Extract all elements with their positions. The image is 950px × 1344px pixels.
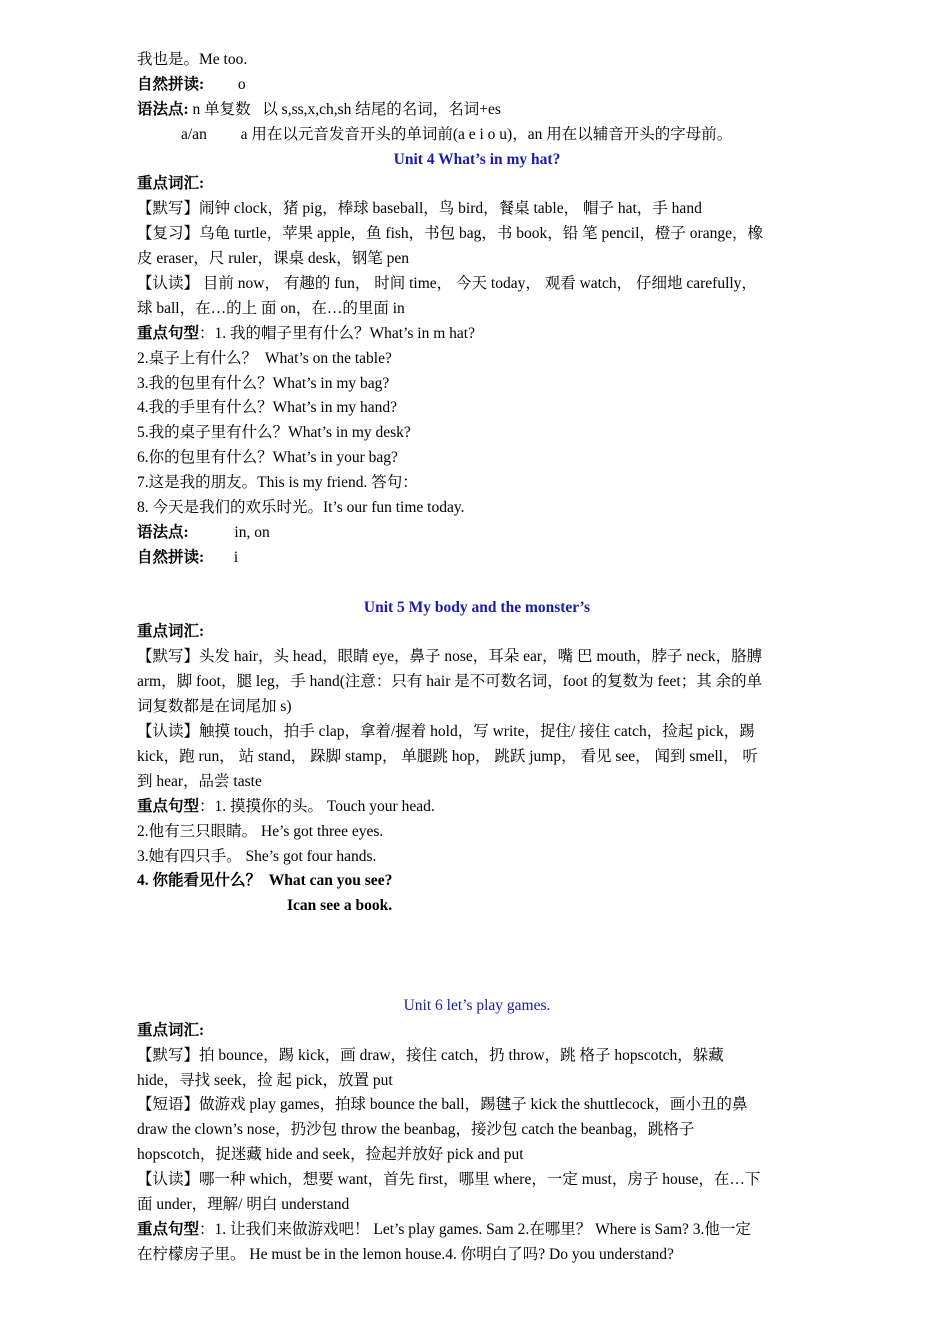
unit5-vocab-line: arm，脚 foot，腿 leg，手 hand(注意：只有 hair 是不可数名词，foot 的复数为 feet；其 余的单	[137, 673, 763, 691]
unit6-vocab-line: hopscotch，捉迷藏 hide and seek，捡起并放好 pick and put	[137, 1146, 524, 1164]
unit5-vocab-line: 【认读】触摸 touch，拍手 clap，拿着/握着 hold，写 write，捉住/ 接住 catch，捡起 pick，踢	[137, 723, 755, 741]
aan-row	[137, 123, 817, 148]
unit4-vocab-line: 球 ball，在…的上 面 on，在…的里面 in	[137, 299, 405, 317]
unit4-sentence: 7.这是我的朋友。This is my friend. 答句：	[137, 474, 418, 492]
unit4-sentence: 8. 今天是我们的欢乐时光。It’s our fun time today.	[137, 499, 465, 517]
unit5-sentence: 3.她有四只手。 She’s got four hands.	[137, 847, 377, 865]
unit4-phonics-label: 自然拼读:	[137, 548, 205, 566]
unit5-vocab-line: 词复数都是在词尾加 s)	[137, 698, 292, 716]
unit6-sentences-row	[137, 1218, 817, 1243]
unit4-sentence: ：1. 我的帽子里有什么？What’s in m hat?	[199, 324, 475, 342]
phonics-label: 自然拼读:	[137, 75, 205, 93]
unit5-sentences-label: 重点句型	[137, 797, 200, 815]
unit4-sentences-row	[137, 322, 817, 347]
unit6-sentence: ：1. 让我们来做游戏吧！ Let’s play games. Sam 2.在哪里？ Where is Sam? 3.他一定	[199, 1220, 751, 1238]
unit6-vocab-label: 重点词汇:	[137, 1021, 205, 1039]
unit4-grammar-value: in, on	[234, 523, 270, 541]
unit6-vocab-line: draw the clown’s nose，扔沙包 throw the beanbag，接沙包 catch the beanbag，跳格子	[137, 1121, 695, 1139]
unit6-sentences-label: 重点句型	[137, 1220, 200, 1238]
document-page	[137, 48, 817, 1268]
unit4-phonics-value: i	[233, 548, 239, 566]
grammar-label: 语法点:	[137, 100, 189, 118]
unit5-vocab-line: kick，跑 run， 站 stand， 跺脚 stamp， 单腿跳 hop， 跳跃 jump， 看见 see， 闻到 smell， 听	[137, 747, 758, 765]
unit6-title: Unit 6 let’s play games.	[403, 996, 551, 1014]
text-line: 我也是。Me too.	[137, 51, 248, 68]
grammar-row	[137, 98, 817, 123]
unit5-sentence: 2.他有三只眼睛。 He’s got three eyes.	[137, 822, 384, 840]
unit4-vocab-line: 皮 eraser，尺 ruler，课桌 desk，钢笔 pen	[137, 250, 410, 268]
phonics-row	[137, 73, 817, 98]
unit5-title: Unit 5 My body and the monster’s	[363, 598, 591, 616]
unit4-vocab-line: 【认读】 目前 now， 有趣的 fun， 时间 time， 今天 today， 观看 watch， 仔细地 carefully，	[137, 275, 757, 293]
unit5-vocab-line: 【默写】头发 hair，头 head，眼睛 eye，鼻子 nose，耳朵 ear，嘴 巴 mouth，脖子 neck，胳膊	[137, 648, 763, 666]
unit6-vocab-line: 【默写】拍 bounce，踢 kick，画 draw，接住 catch，扔 throw，跳 格子 hopscotch，躲藏	[137, 1046, 724, 1064]
unit4-phonics-row	[137, 546, 817, 571]
unit4-sentence: 3.我的包里有什么？What’s in my bag?	[137, 374, 390, 392]
unit5-sentence: ：1. 摸摸你的头。 Touch your head.	[199, 797, 435, 815]
unit4-title: Unit 4 What’s in my hat?	[393, 150, 561, 168]
phonics-value: o	[237, 75, 246, 93]
unit4-vocab-line: 【默写】闹钟 clock，猪 pig，棒球 baseball，鸟 bird，餐桌 table， 帽子 hat，手 hand	[137, 200, 702, 218]
unit5-vocab-label: 重点词汇:	[137, 623, 205, 641]
unit4-grammar-row	[137, 521, 817, 546]
unit5-answer: Ican see a book.	[287, 897, 393, 915]
unit5-sentences-row	[137, 795, 817, 820]
unit4-vocab-line: 【复习】乌龟 turtle，苹果 apple，鱼 fish，书包 bag，书 book，铅 笔 pencil，橙子 orange，橡	[137, 225, 763, 243]
unit4-sentence: 5.我的桌子里有什么？What’s in my desk?	[137, 424, 411, 442]
aan-value: a 用在以元音发音开头的单词前(a e i o u)，an 用在以辅音开头的字母前。	[240, 125, 733, 143]
unit6-vocab-line: 面 under，理解/ 明白 understand	[137, 1195, 350, 1213]
grammar-value: n 单复数 以 s,ss,x,ch,sh 结尾的名词，名词+es	[188, 100, 501, 118]
unit4-vocab-label: 重点词汇:	[137, 175, 205, 193]
unit4-sentence: 6.你的包里有什么？What’s in your bag?	[137, 449, 398, 467]
unit4-grammar-label: 语法点:	[137, 523, 189, 541]
unit6-vocab-line: hide，寻找 seek，捡 起 pick，放置 put	[137, 1071, 393, 1089]
unit4-sentence: 2.桌子上有什么？ What’s on the table?	[137, 349, 392, 367]
unit5-question: 4. 你能看见什么？ What can you see?	[137, 872, 393, 890]
unit4-sentences-label: 重点句型	[137, 324, 200, 342]
unit4-sentence: 4.我的手里有什么？What’s in my hand?	[137, 399, 398, 417]
aan-label: a/an	[181, 125, 207, 143]
unit6-sentence: 在柠檬房子里。 He must be in the lemon house.4. 你明白了吗? Do you understand?	[137, 1245, 674, 1263]
unit5-vocab-line: 到 hear，品尝 taste	[137, 772, 262, 790]
unit6-vocab-line: 【短语】做游戏 play games，拍球 bounce the ball，踢毽子 kick the shuttlecock，画小丑的鼻	[137, 1096, 748, 1114]
unit6-vocab-line: 【认读】哪一种 which，想要 want，首先 first，哪里 where，一定 must，房子 house，在…下	[137, 1171, 761, 1189]
